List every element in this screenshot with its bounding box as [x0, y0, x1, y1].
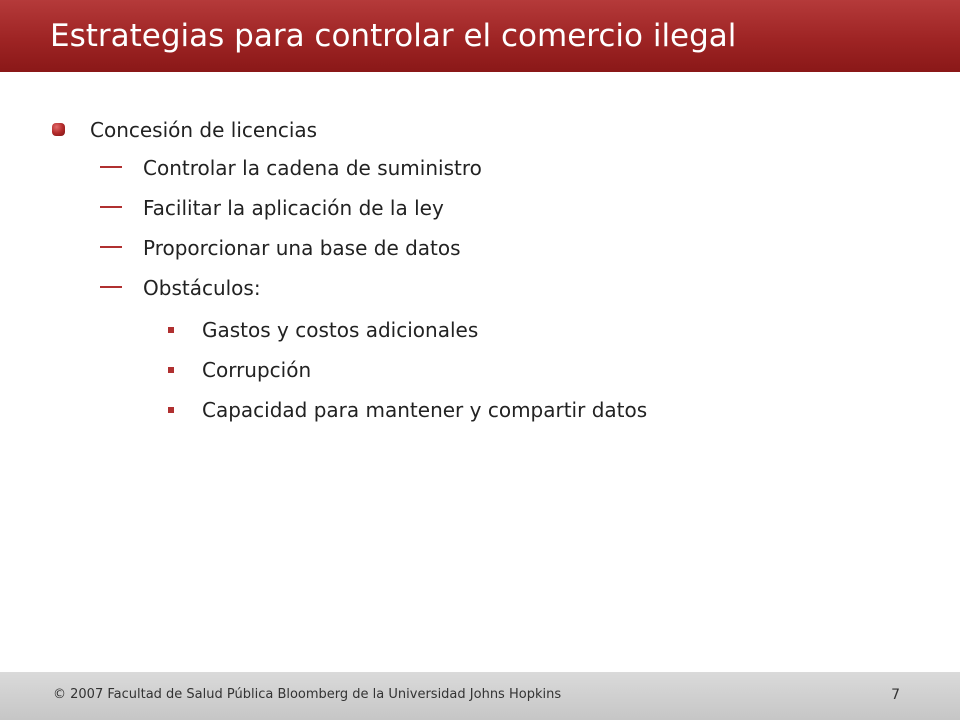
bullet-level3: Corrupción: [202, 358, 312, 382]
page-number: 7: [891, 687, 900, 703]
dash-marker-icon: [100, 206, 122, 208]
bullet-level2: Obstáculos:: [143, 276, 261, 300]
bullet-level2: Proporcionar una base de datos: [143, 236, 461, 260]
bullet-level3: Gastos y costos adicionales: [202, 318, 479, 342]
bullet-marker-icon: [52, 123, 65, 136]
bullet-level2: Facilitar la aplicación de la ley: [143, 196, 444, 220]
dash-marker-icon: [100, 286, 122, 288]
dash-marker-icon: [100, 166, 122, 168]
bullet-level2: Controlar la cadena de suministro: [143, 156, 482, 180]
square-marker-icon: [168, 407, 174, 413]
footer-copyright: © 2007 Facultad de Salud Pública Bloomberg de la Universidad Johns Hopkins: [53, 687, 562, 702]
bullet-level1: Concesión de licencias: [90, 118, 318, 142]
bullet-level3: Capacidad para mantener y compartir datos: [202, 398, 648, 422]
square-marker-icon: [168, 327, 174, 333]
slide-title: Estrategias para controlar el comercio ilegal: [50, 18, 737, 54]
square-marker-icon: [168, 367, 174, 373]
dash-marker-icon: [100, 246, 122, 248]
